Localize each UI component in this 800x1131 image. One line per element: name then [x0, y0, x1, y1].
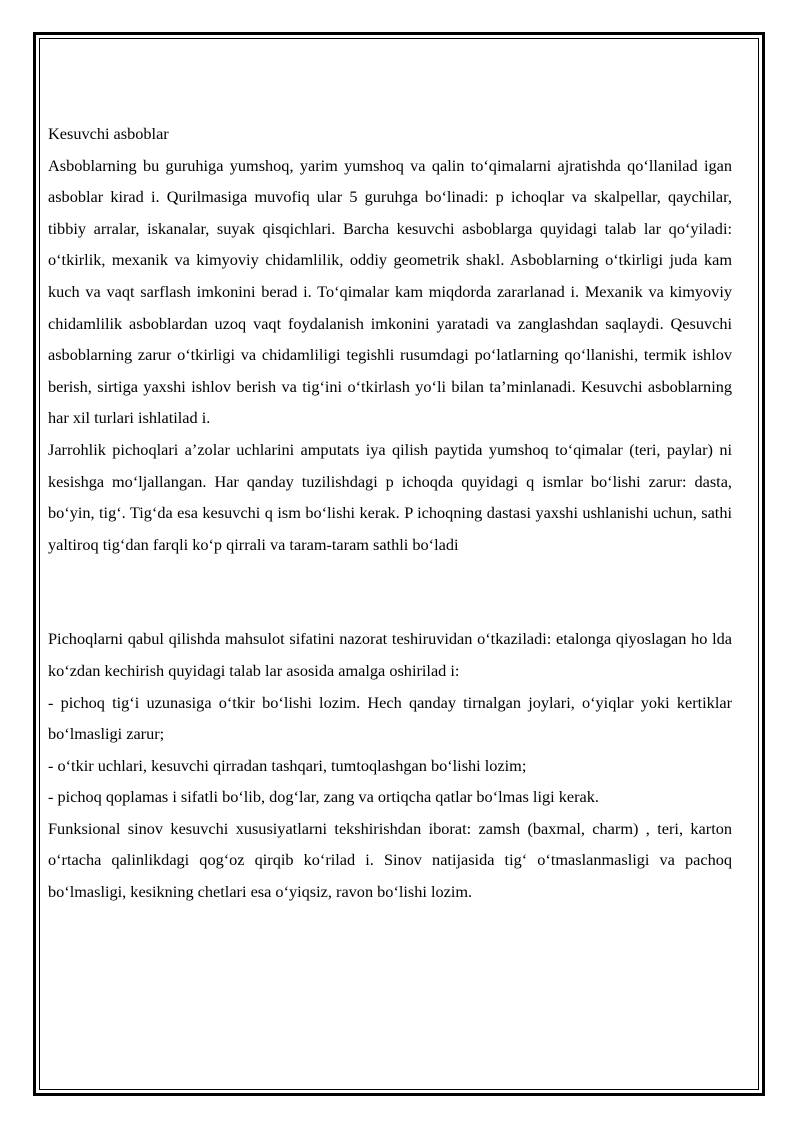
paragraph-quality-control: Pichoqlarni qabul qilishda mahsulot sifatini nazorat teshiruvidan o‘tkaziladi: etalonga qiyoslagan ho lda ko‘zdan kechirish quyidagi talab lar asosida amalga oshirilad i:: [48, 629, 732, 680]
list-item-blade-sharpness: - pichoq tig‘i uzunasiga o‘tkir bo‘lishi lozim. Hech qanday tirnalgan joylari, o‘yiqlar yoki kertiklar bo‘lmasligi zarur;: [48, 692, 732, 744]
list-item-coating: - pichoq qoplamas i sifatli bo‘lib, dog‘lar, zang va ortiqcha qatlar bo‘lmas ligi kerak.: [48, 787, 599, 807]
paragraph-surgical-knives: Jarrohlik pichoqlari a’zolar uchlarini amputats iya qilish paytida yumshoq to‘qimalar (teri, paylar) ni kesishga mo‘ljallangan. Har qanday tuzilishdagi p ichoqda quyidagi q ismlar bo‘lishi zarur: dasta, bo‘yin, tig‘. Tig‘da esa kesuvchi q ism bo‘lishi kerak. P ichoqning dastasi yaxshi ushlanishi uchun, sathi yaltiroq tig‘dan farqli ko‘p qirrali va taram-taram sathli bo‘ladi: [48, 439, 732, 554]
document-title: Kesuvchi asboblar: [48, 124, 169, 143]
document-body: [48, 118, 732, 908]
list-item-blunt-tips: - o‘tkir uchlari, kesuvchi qirradan tashqari, tumtoqlashgan bo‘lishi lozim;: [48, 755, 527, 775]
paragraph-functional-test: Funksional sinov kesuvchi xususiyatlarni tekshirishdan iborat: zamsh (baxmal, charm) , teri, karton o‘rtacha qalinlikdagi qog‘oz qirqib ko‘rilad i. Sinov natijasida tig‘ o‘tmaslanmasligi va pachoq bo‘lmasligi, kesikning chetlari esa o‘yiqsiz, ravon bo‘lishi lozim.: [48, 818, 732, 902]
section-spacer: [48, 560, 732, 623]
paragraph-intro: Asboblarning bu guruhiga yumshoq, yarim yumshoq va qalin to‘qimalarni ajratishda qo‘llanilad igan asboblar kirad i. Qurilmasiga muvofiq ular 5 guruhga bo‘linadi: p ichoqlar va skalpellar, qaychilar, tibbiy arralar, iskanalar, suyak qisqichlari. Barcha kesuvchi asboblarga quyidagi talab lar qo‘yiladi: o‘tkirlik, mexanik va kimyoviy chidamlilik, oddiy geometrik shakl. Asboblarning o‘tkirligi juda kam kuch va vaqt sarflash imkonini berad i. To‘qimalar kam miqdorda zararlanad i. Mexanik va kimyoviy chidamlilik asboblardan uzoq vaqt foydalanish imkonini yaratadi va zanglashdan saqlaydi. Qesuvchi asboblarning zarur o‘tkirligi va chidamliligi tegishli rusumdagi po‘latlarning qo‘llanishi, termik ishlov berish, sirtiga yaxshi ishlov berish va tig‘ini o‘tkirlash yo‘li bilan ta’minlanadi. Kesuvchi asboblarning har xil turlari ishlatilad i.: [48, 155, 732, 428]
